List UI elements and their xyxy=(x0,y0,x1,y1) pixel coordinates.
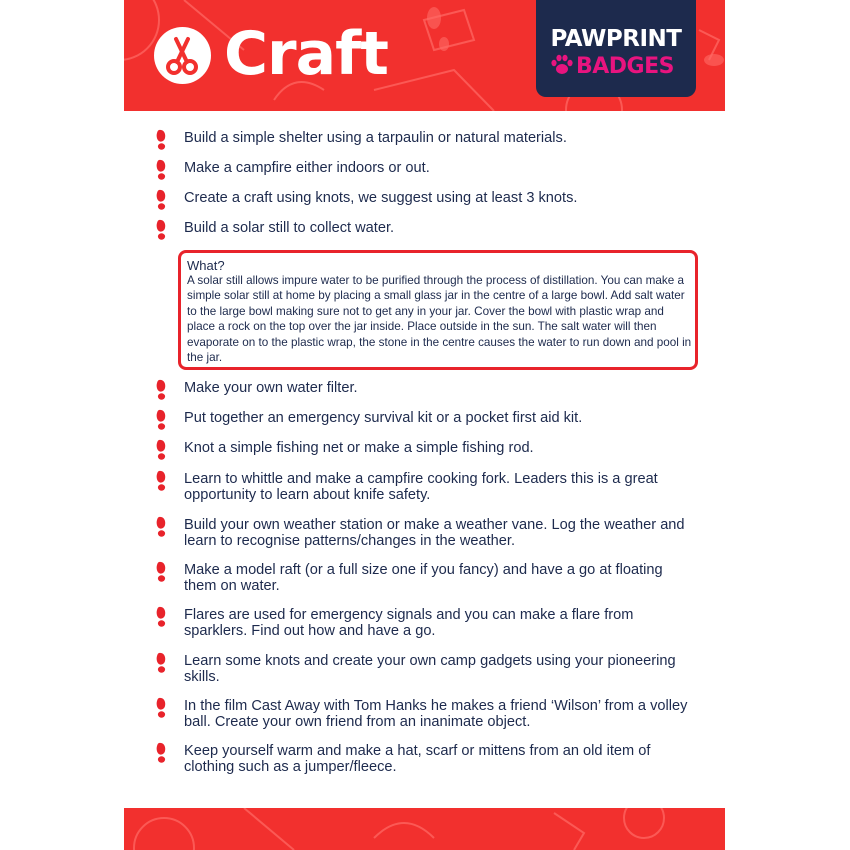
list-item-text: Put together an emergency survival kit or a pocket first aid kit. xyxy=(184,410,583,426)
badge-page xyxy=(124,0,725,850)
callout-body: A solar still allows impure water to be purified through the process of distillation. You can make a simple solar still at home by placing a small glass jar in the centre of a large bowl. Add salt water to the large bowl making sure not to get any in your jar. Cover the bowl with plastic wrap and place a rock on the top over the jar inside. Place outside in the sun. The salt water will then evaporate on to the plastic wrap, the stone in the centre causes the water to run down and pool in the jar. xyxy=(187,274,692,365)
list-item-text: Create a craft using knots, we suggest using at least 3 knots. xyxy=(184,190,578,206)
footprint-icon xyxy=(154,129,170,151)
footprint-icon xyxy=(154,379,170,401)
footprint-icon xyxy=(154,697,170,719)
pawprint-badges-logo xyxy=(536,0,696,97)
scissors-icon xyxy=(154,27,211,84)
list-item-text: Build a solar still to collect water. xyxy=(184,220,395,236)
footer-doodle-pattern xyxy=(124,808,725,850)
paw-icon xyxy=(550,54,574,76)
header-banner xyxy=(124,0,725,111)
footprint-icon xyxy=(154,189,170,211)
list-item-text: Flares are used for emergency signals and you can make a flare from sparklers. Find out how and have a go. xyxy=(184,607,634,639)
list-item-text: In the film Cast Away with Tom Hanks he makes a friend ‘Wilson’ from a volley ball. Create your own friend from an inanimate object. xyxy=(184,698,688,730)
solar-still-callout xyxy=(178,250,698,370)
footprint-icon xyxy=(154,409,170,431)
list-item-text: Build a simple shelter using a tarpaulin or natural materials. xyxy=(184,130,567,146)
footprint-icon xyxy=(154,561,170,583)
scissors-badge xyxy=(154,27,211,84)
footprint-icon xyxy=(154,516,170,538)
footer-banner xyxy=(124,808,725,850)
footprint-icon xyxy=(154,742,170,764)
footprint-icon xyxy=(154,470,170,492)
footprint-icon xyxy=(154,606,170,628)
logo-top-text: PAWPRINT xyxy=(550,26,682,52)
list-item-text: Make your own water filter. xyxy=(184,380,358,396)
list-item-text: Make a model raft (or a full size one if you fancy) and have a go at floating them on water. xyxy=(184,562,663,594)
page-title: Craft xyxy=(224,19,388,89)
logo-bottom-text: BADGES xyxy=(576,54,674,79)
footprint-icon xyxy=(154,159,170,181)
list-item-text: Make a campfire either indoors or out. xyxy=(184,160,430,176)
list-item-text: Keep yourself warm and make a hat, scarf or mittens from an old item of clothing such as a jumper/fleece. xyxy=(184,743,651,775)
footprint-icon xyxy=(154,439,170,461)
callout-title: What? xyxy=(187,258,225,273)
footprint-icon xyxy=(154,219,170,241)
list-item-text: Learn some knots and create your own camp gadgets using your pioneering skills. xyxy=(184,653,676,685)
list-item-text: Knot a simple fishing net or make a simple fishing rod. xyxy=(184,440,534,456)
list-item-text: Build your own weather station or make a weather vane. Log the weather and learn to recognise patterns/changes in the weather. xyxy=(184,517,685,549)
logo-bottom-row xyxy=(550,54,690,80)
footprint-icon xyxy=(154,652,170,674)
list-item-text: Learn to whittle and make a campfire cooking fork. Leaders this is a great opportunity to learn about knife safety. xyxy=(184,471,658,503)
